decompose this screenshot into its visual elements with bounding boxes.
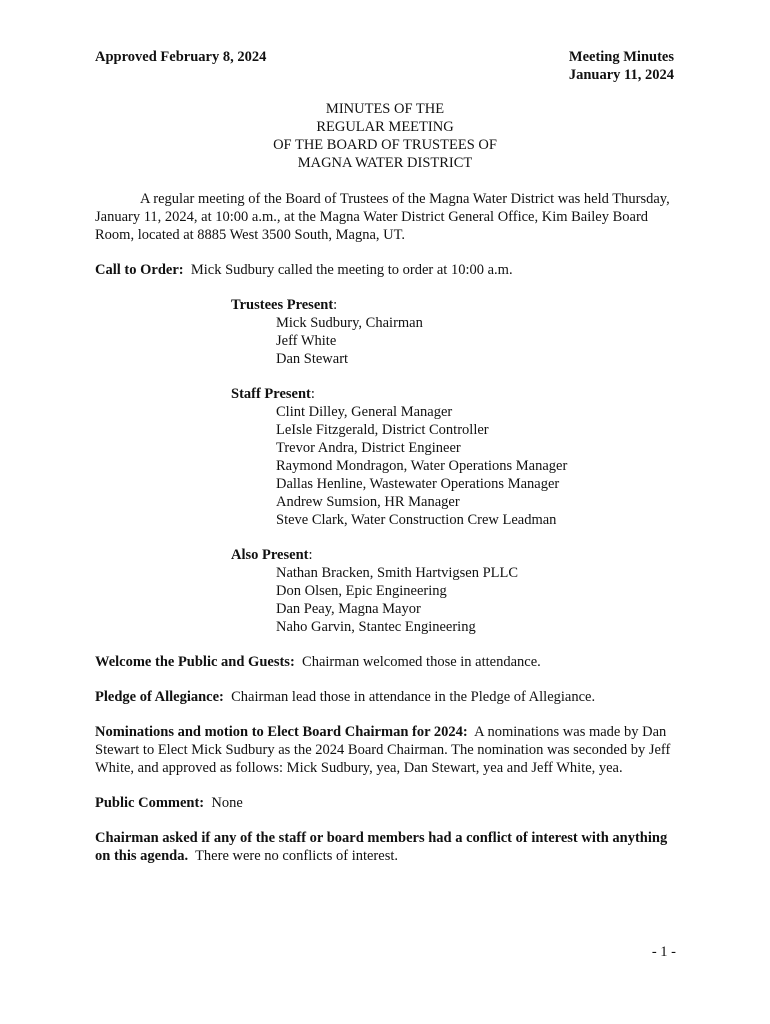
meeting-date: January 11, 2024 [568, 67, 674, 83]
title-line: OF THE BOARD OF TRUSTEES OF [273, 137, 497, 153]
name-list [231, 403, 675, 529]
call-to-order [95, 261, 675, 279]
doc-type: Meeting Minutes [568, 49, 674, 65]
section-text: Mick Sudbury called the meeting to order at 10:00 a.m. [190, 262, 513, 278]
welcome-section [95, 653, 675, 671]
list-item: Jeff White [276, 333, 337, 349]
list-item: LeIsle Fitzgerald, District Controller [276, 422, 489, 438]
nominations-section [95, 723, 675, 777]
list-item: Naho Garvin, Stantec Engineering [276, 619, 476, 635]
trustees-present: Trustees Present: Mick Sudbury, Chairman Jeff White Dan Stewart [231, 296, 675, 368]
section-label: Call to Order: [95, 262, 184, 278]
approval-note: Approved February 8, 2024 [95, 49, 267, 65]
section-text: Chairman lead those in attendance in the Pledge of Allegiance. [231, 689, 596, 705]
group-label: Also Present [231, 547, 309, 563]
title-line: MAGNA WATER DISTRICT [297, 155, 473, 171]
section-text: There were no conflicts of interest. [195, 848, 398, 864]
list-item: Andrew Sumsion, HR Manager [276, 494, 460, 510]
group-label: Staff Present [231, 386, 311, 402]
section-label: Pledge of Allegiance: [95, 689, 224, 705]
section-label: Nominations and motion to Elect Board Chairman for 2024: [95, 724, 468, 740]
document-body [95, 190, 675, 882]
list-item: Mick Sudbury, Chairman [276, 315, 423, 331]
document-title [0, 100, 770, 172]
intro-paragraph: A regular meeting of the Board of Trustees of the Magna Water District was held Thursday, January 11, 2024, at 10:00 a.m., at the Magna Water District General Office, Kim Bailey Board Room, located at 8885 West 3500 South, Magna, UT. [95, 191, 670, 243]
header-right [569, 48, 674, 84]
public-comment-section [95, 794, 675, 812]
list-item: Nathan Bracken, Smith Hartvigsen PLLC [276, 565, 519, 581]
conflict-section [95, 829, 675, 865]
name-list [231, 564, 675, 636]
name-list [231, 314, 675, 368]
section-text: A nominations was made by Dan Stewart to Elect Mick Sudbury as the 2024 Board Chairman. The nomination was seconded by Jeff White, and approved as follows: Mick Sudbury, yea, Dan Stewart, yea and Jeff White, yea. [95, 724, 671, 776]
list-item: Raymond Mondragon, Water Operations Manager [276, 458, 568, 474]
group-label: Trustees Present [231, 297, 334, 313]
section-label: Welcome the Public and Guests: [95, 654, 295, 670]
list-item: Steve Clark, Water Construction Crew Leadman [276, 512, 557, 528]
list-item: Dan Peay, Magna Mayor [276, 601, 421, 617]
list-item: Clint Dilley, General Manager [276, 404, 453, 420]
section-label: Public Comment: [95, 795, 205, 811]
page-number: - 1 - [651, 944, 676, 960]
list-item: Dan Stewart [276, 351, 349, 367]
also-present: Also Present: Nathan Bracken, Smith Hartvigsen PLLC Don Olsen, Epic Engineering Dan Peay, Magna Mayor Naho Garvin, Stantec Engineering [231, 546, 675, 636]
title-line: MINUTES OF THE [325, 101, 445, 117]
staff-present: Staff Present: Clint Dilley, General Manager LeIsle Fitzgerald, District Controller Trevor Andra, District Engineer Raymond Mondragon, Water Operations Manager Dallas Henline, Wastewater Operations Manager Andrew Sumsion, HR Manager Steve Clark, Water Construction Crew Leadman [231, 385, 675, 529]
section-text: Chairman welcomed those in attendance. [302, 654, 541, 670]
section-text: None [211, 795, 243, 811]
title-line: REGULAR MEETING [316, 119, 454, 135]
pledge-section [95, 688, 675, 706]
list-item: Don Olsen, Epic Engineering [276, 583, 447, 599]
list-item: Dallas Henline, Wastewater Operations Manager [276, 476, 560, 492]
list-item: Trevor Andra, District Engineer [276, 440, 461, 456]
section-label: Chairman asked if any of the staff or board members had a conflict of interest with anything on this agenda. [95, 830, 668, 864]
